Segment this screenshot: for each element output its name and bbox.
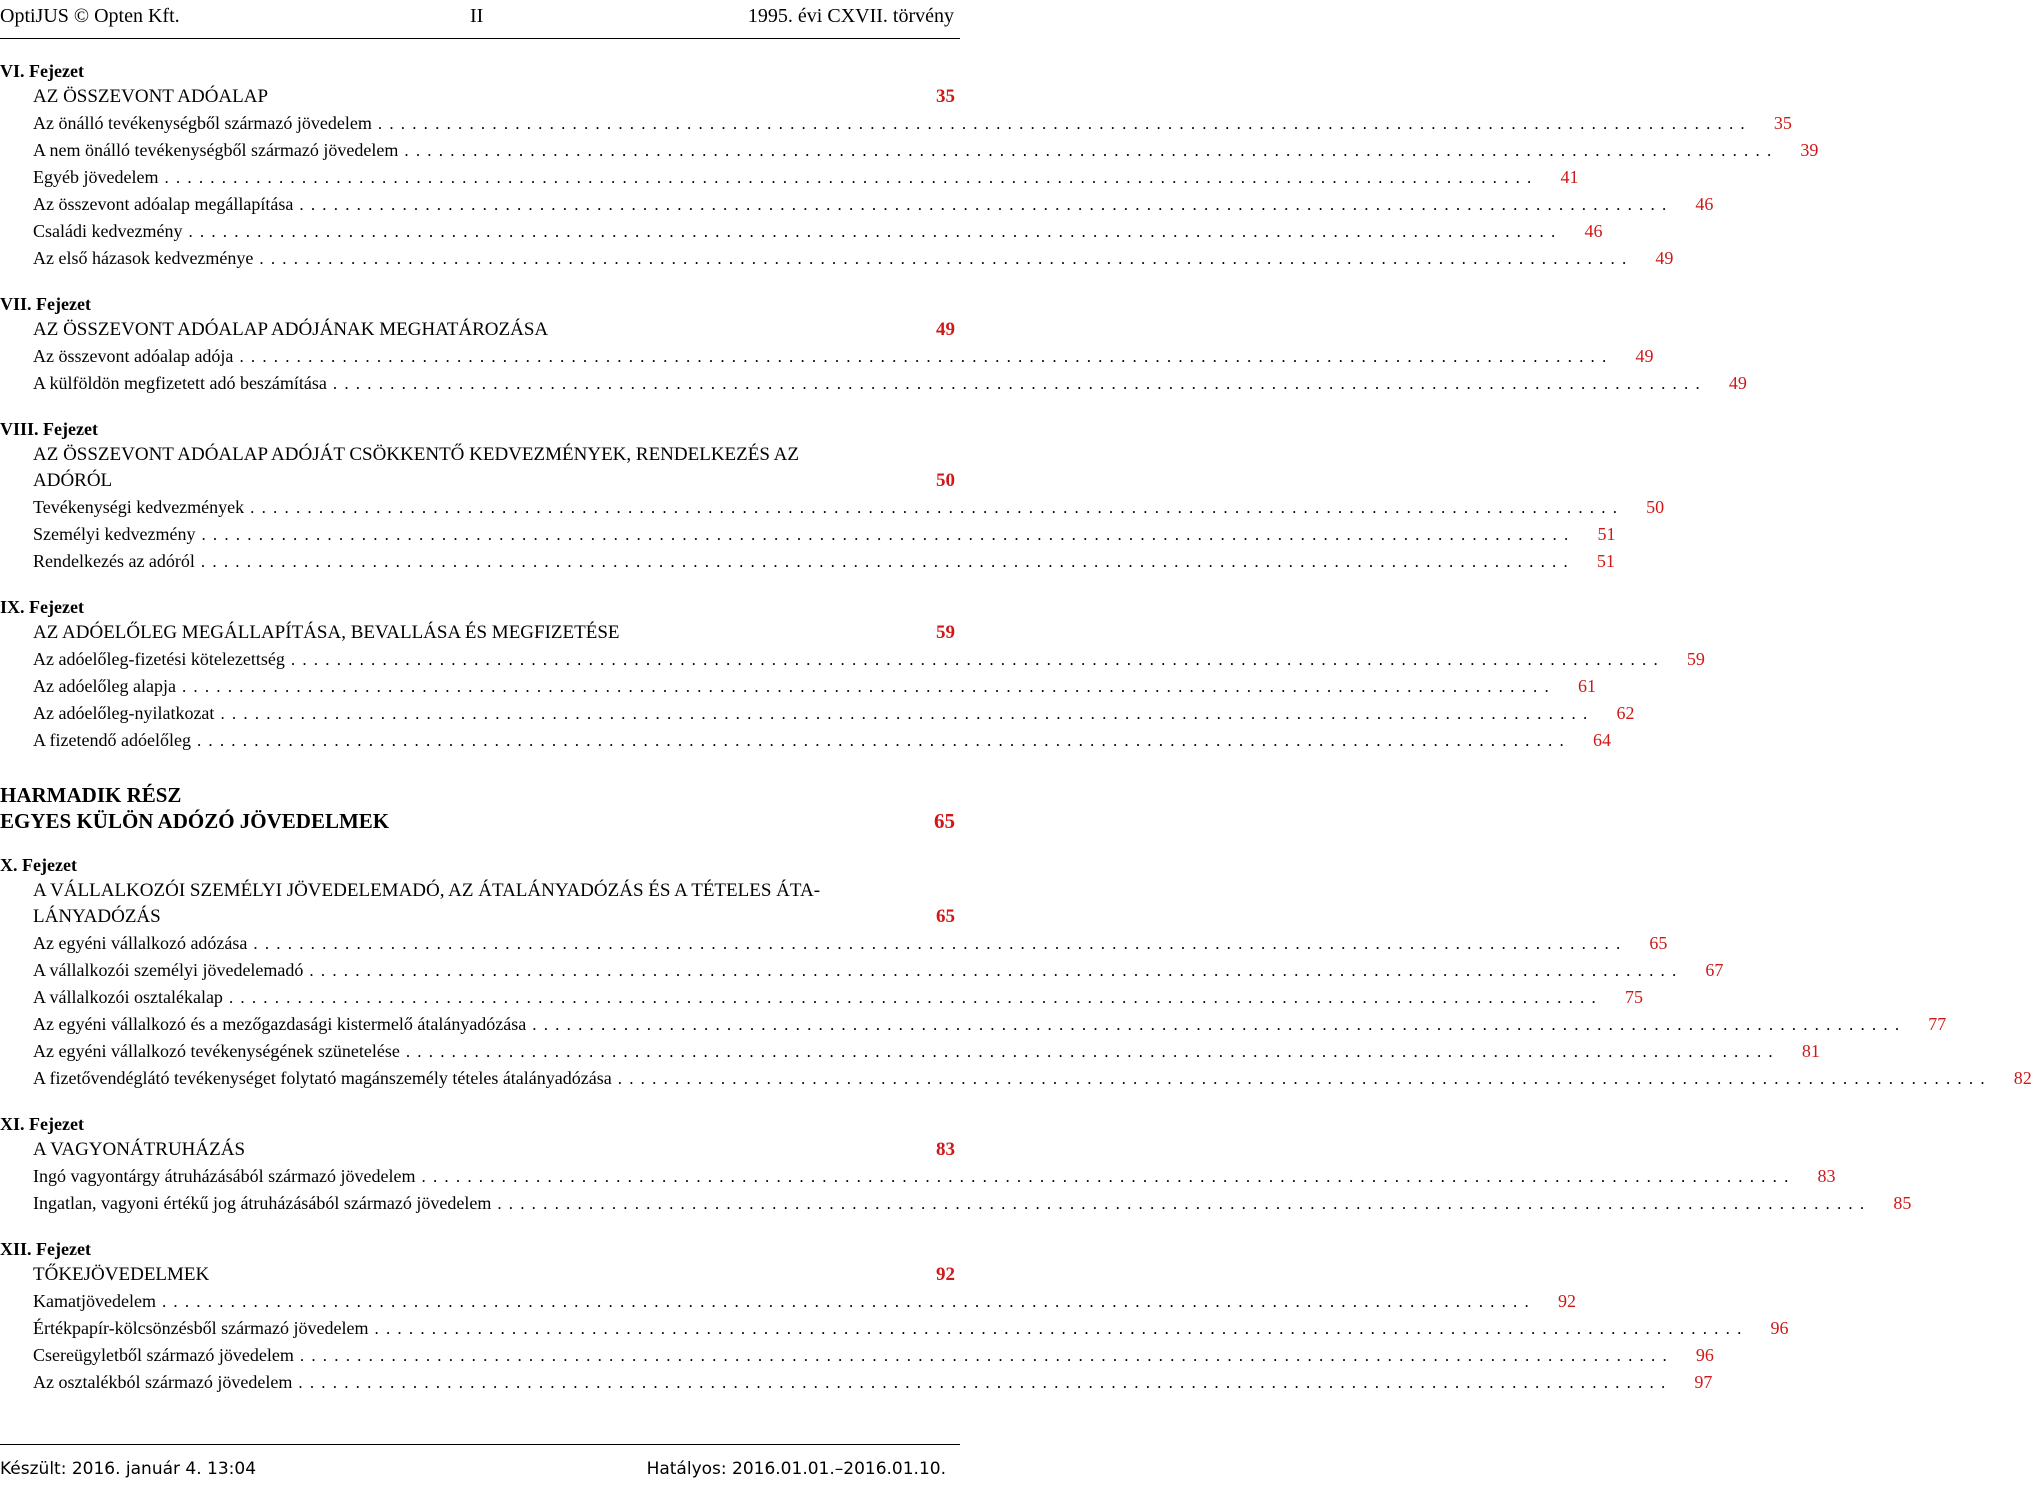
law-title: 1995. évi CXVII. törvény <box>747 5 954 27</box>
chapter-title-link-line2[interactable] <box>33 904 955 930</box>
chapter-label: X. Fejezet <box>0 855 77 875</box>
toc-entry-title: A fizetővendéglátó tevékenységet folytató magánszemély tételes átalányadózása <box>33 1068 612 1088</box>
toc-entry-title: Személyi kedvezmény <box>33 524 196 544</box>
dot-leader: ........................................................................................................................ <box>377 114 1752 133</box>
chapter-title-line2: ADÓRÓL <box>33 470 113 491</box>
validity-period: Hatályos: 2016.01.01.–2016.01.10. <box>646 1459 946 1479</box>
chapter-vi <box>0 58 1819 272</box>
chapter-label: IX. Fejezet <box>0 597 84 617</box>
toc-page-number[interactable]: 51 <box>1597 524 1616 544</box>
dot-leader: ........................................................................................................................ <box>299 1346 1674 1365</box>
toc-entry-title: Egyéb jövedelem <box>33 167 159 187</box>
toc-entry[interactable] <box>33 1011 1947 1038</box>
toc-page-number[interactable]: 59 <box>1686 649 1705 669</box>
toc-entry[interactable] <box>33 548 1615 575</box>
toc-page-number[interactable]: 39 <box>1800 140 1819 160</box>
toc-entry-title: Ingó vagyontárgy átruházásából származó jövedelem <box>33 1166 416 1186</box>
chapter-ix <box>0 594 1705 754</box>
chapter-page-number[interactable]: 59 <box>936 622 955 643</box>
part-page-number[interactable]: 65 <box>934 809 955 833</box>
dot-leader: ........................................................................................................................ <box>532 1015 1907 1034</box>
part-label: HARMADIK RÉSZ <box>0 783 182 807</box>
chapter-title-link[interactable] <box>33 317 955 343</box>
toc-entry-title: Az egyéni vállalkozó és a mezőgazdasági kistermelő átalányadózása <box>33 1014 527 1034</box>
chapter-title-link[interactable] <box>33 620 955 646</box>
toc-page-number[interactable]: 46 <box>1695 194 1714 214</box>
toc-page-number[interactable]: 41 <box>1560 167 1579 187</box>
chapter-title-line2: LÁNYADÓZÁS <box>33 906 161 927</box>
toc-entry[interactable] <box>33 1190 1912 1217</box>
dot-leader: ........................................................................................................................ <box>250 498 1625 517</box>
toc-entry[interactable] <box>33 930 1668 957</box>
dot-leader: ........................................................................................................................ <box>239 347 1614 366</box>
toc-page-number[interactable]: 61 <box>1577 676 1596 696</box>
toc-entry[interactable] <box>33 1288 1576 1315</box>
toc-entry-title: A vállalkozói személyi jövedelemadó <box>33 960 304 980</box>
chapter-vii <box>0 291 1747 397</box>
toc-entry-title: Az egyéni vállalkozó adózása <box>33 933 248 953</box>
chapter-label: XII. Fejezet <box>0 1239 91 1259</box>
toc-entry[interactable] <box>33 673 1596 700</box>
chapter-x <box>0 852 2032 1092</box>
toc-page-number[interactable]: 64 <box>1592 730 1611 750</box>
dot-leader: ........................................................................................................................ <box>196 731 1571 750</box>
toc-page-number[interactable]: 77 <box>1928 1014 1947 1034</box>
toc-entry[interactable] <box>33 1038 1820 1065</box>
table-of-contents <box>0 58 2032 1415</box>
chapter-title-link[interactable] <box>33 84 955 110</box>
toc-page-number[interactable]: 97 <box>1694 1372 1713 1392</box>
toc-entry-title: Rendelkezés az adóról <box>33 551 195 571</box>
dot-leader: ........................................................................................................................ <box>405 1042 1780 1061</box>
dot-leader: ........................................................................................................................ <box>188 222 1563 241</box>
chapter-label: XI. Fejezet <box>0 1114 84 1134</box>
dot-leader: ........................................................................................................................ <box>259 249 1634 268</box>
toc-entry-title: A vállalkozói osztalékalap <box>33 987 223 1007</box>
toc-entry[interactable] <box>33 727 1611 754</box>
toc-entry[interactable] <box>33 110 1792 137</box>
toc-page-number[interactable]: 81 <box>1801 1041 1820 1061</box>
chapter-label: VII. Fejezet <box>0 294 91 314</box>
dot-leader: ........................................................................................................................ <box>404 141 1779 160</box>
toc-entry[interactable] <box>33 957 1724 984</box>
toc-entry-title: Az adóelőleg-fizetési kötelezettség <box>33 649 285 669</box>
toc-entry[interactable] <box>33 700 1635 727</box>
dot-leader: ........................................................................................................................ <box>220 704 1595 723</box>
chapter-title: AZ ÖSSZEVONT ADÓALAP <box>33 86 269 107</box>
toc-page-number[interactable]: 49 <box>1635 346 1654 366</box>
toc-page-number[interactable]: 46 <box>1584 221 1603 241</box>
toc-page-number[interactable]: 85 <box>1893 1193 1912 1213</box>
dot-leader: ........................................................................................................................ <box>617 1069 1992 1088</box>
toc-entry-title: A külföldön megfizetett adó beszámítása <box>33 373 327 393</box>
toc-entry-title: A nem önálló tevékenységből származó jövedelem <box>33 140 399 160</box>
page-header <box>0 0 960 39</box>
dot-leader: ........................................................................................................................ <box>421 1167 1796 1186</box>
dot-leader: ........................................................................................................................ <box>161 1292 1536 1311</box>
toc-page-number[interactable]: 49 <box>1728 373 1747 393</box>
toc-entry-title: Az első házasok kedvezménye <box>33 248 254 268</box>
toc-page-number[interactable]: 92 <box>1557 1291 1576 1311</box>
chapter-page-number[interactable]: 50 <box>936 470 955 491</box>
page-roman-numeral: II <box>470 5 484 27</box>
dot-leader: ........................................................................................................................ <box>309 961 1684 980</box>
chapter-title-line1: AZ ÖSSZEVONT ADÓALAP ADÓJÁT CSÖKKENTŐ KEDVEZMÉNYEK, RENDELKEZÉS AZ <box>33 444 799 465</box>
page-footer <box>0 1444 960 1485</box>
chapter-title-link[interactable] <box>33 1137 955 1163</box>
chapter-page-number[interactable]: 49 <box>936 319 955 340</box>
dot-leader: ........................................................................................................................ <box>299 195 1674 214</box>
toc-page-number[interactable]: 62 <box>1616 703 1635 723</box>
dot-leader: ........................................................................................................................ <box>332 374 1707 393</box>
toc-entry-title: Értékpapír-kölcsönzésből származó jövedelem <box>33 1318 369 1338</box>
toc-entry[interactable] <box>33 137 1819 164</box>
dot-leader: ........................................................................................................................ <box>290 650 1665 669</box>
toc-entry-title: Csereügyletből származó jövedelem <box>33 1345 294 1365</box>
dot-leader: ........................................................................................................................ <box>228 988 1603 1007</box>
toc-entry[interactable] <box>33 343 1654 370</box>
generated-timestamp: Készült: 2016. január 4. 13:04 <box>0 1459 257 1479</box>
chapter-xii <box>0 1236 1789 1396</box>
toc-entry[interactable] <box>33 1065 2032 1092</box>
toc-page-number[interactable]: 75 <box>1624 987 1643 1007</box>
toc-page-number[interactable]: 83 <box>1817 1166 1836 1186</box>
chapter-title-link-line1[interactable] <box>33 442 955 468</box>
chapter-page-number[interactable]: 83 <box>936 1139 955 1160</box>
publisher-label: OptiJUS © Opten Kft. <box>0 5 180 27</box>
toc-entry[interactable] <box>33 191 1714 218</box>
toc-entry[interactable] <box>33 1369 1713 1396</box>
toc-entry-title: Az összevont adóalap adója <box>33 346 234 366</box>
chapter-title-link[interactable] <box>33 1262 955 1288</box>
toc-page-number[interactable]: 65 <box>1649 933 1668 953</box>
chapter-label: VIII. Fejezet <box>0 419 98 439</box>
toc-entry-title: Az osztalékból származó jövedelem <box>33 1372 293 1392</box>
dot-leader: ........................................................................................................................ <box>497 1194 1872 1213</box>
toc-entry[interactable] <box>33 1163 1836 1190</box>
toc-entry[interactable] <box>33 494 1665 521</box>
chapter-title-link-line1[interactable] <box>33 878 955 904</box>
toc-page-number[interactable]: 96 <box>1770 1318 1789 1338</box>
toc-page-number[interactable]: 49 <box>1655 248 1674 268</box>
chapter-label: VI. Fejezet <box>0 61 84 81</box>
toc-entry-title: Ingatlan, vagyoni értékű jog átruházásából származó jövedelem <box>33 1193 492 1213</box>
toc-entry[interactable] <box>33 521 1616 548</box>
chapter-page-number[interactable]: 35 <box>936 86 955 107</box>
toc-entry-title: Az önálló tevékenységből származó jövedelem <box>33 113 372 133</box>
toc-entry[interactable] <box>33 646 1705 673</box>
part-title-link[interactable] <box>0 808 955 834</box>
dot-leader: ........................................................................................................................ <box>200 552 1575 571</box>
chapter-xi <box>0 1111 1912 1217</box>
chapter-page-number[interactable]: 65 <box>936 906 955 927</box>
chapter-title-line1: A VÁLLALKOZÓI SZEMÉLYI JÖVEDELEMADÓ, AZ ÁTALÁNYADÓZÁS ÉS A TÉTELES ÁTA- <box>33 880 821 901</box>
toc-entry-title: Az összevont adóalap megállapítása <box>33 194 294 214</box>
dot-leader: ........................................................................................................................ <box>201 525 1576 544</box>
toc-entry[interactable] <box>33 164 1579 191</box>
chapter-title: A VAGYONÁTRUHÁZÁS <box>33 1139 246 1160</box>
toc-entry[interactable] <box>33 1315 1789 1342</box>
part-three-heading <box>0 782 960 834</box>
chapter-title: AZ ÖSSZEVONT ADÓALAP ADÓJÁNAK MEGHATÁROZÁSA <box>33 319 549 340</box>
chapter-viii <box>0 416 1665 575</box>
toc-entry[interactable] <box>33 1342 1714 1369</box>
toc-entry-title: Az adóelőleg-nyilatkozat <box>33 703 215 723</box>
chapter-title: AZ ADÓELŐLEG MEGÁLLAPÍTÁSA, BEVALLÁSA ÉS MEGFIZETÉSE <box>33 622 620 643</box>
toc-entry-title: Tevékenységi kedvezmények <box>33 497 245 517</box>
toc-entry-title: Az egyéni vállalkozó tevékenységének szünetelése <box>33 1041 400 1061</box>
toc-entry-title: Az adóelőleg alapja <box>33 676 176 696</box>
toc-entry[interactable] <box>33 218 1603 245</box>
dot-leader: ........................................................................................................................ <box>164 168 1539 187</box>
toc-entry-title: A fizetendő adóelőleg <box>33 730 191 750</box>
toc-page-number[interactable]: 67 <box>1705 960 1724 980</box>
toc-page-number[interactable]: 51 <box>1596 551 1615 571</box>
chapter-title: TŐKEJÖVEDELMEK <box>33 1264 210 1285</box>
toc-entry-title: Családi kedvezmény <box>33 221 183 241</box>
dot-leader: ........................................................................................................................ <box>298 1373 1673 1392</box>
dot-leader: ........................................................................................................................ <box>253 934 1628 953</box>
toc-entry[interactable] <box>33 245 1674 272</box>
toc-entry-title: Kamatjövedelem <box>33 1291 156 1311</box>
chapter-page-number[interactable]: 92 <box>936 1264 955 1285</box>
part-title: EGYES KÜLÖN ADÓZÓ JÖVEDELMEK <box>0 809 390 833</box>
dot-leader: ........................................................................................................................ <box>374 1319 1749 1338</box>
dot-leader: ........................................................................................................................ <box>181 677 1556 696</box>
toc-page-number[interactable]: 82 <box>2013 1068 2032 1088</box>
toc-entry[interactable] <box>33 370 1747 397</box>
toc-page-number[interactable]: 96 <box>1695 1345 1714 1365</box>
toc-page-number[interactable]: 35 <box>1773 113 1792 133</box>
toc-entry[interactable] <box>33 984 1643 1011</box>
chapter-title-link-line2[interactable] <box>33 468 955 494</box>
toc-page-number[interactable]: 50 <box>1646 497 1665 517</box>
